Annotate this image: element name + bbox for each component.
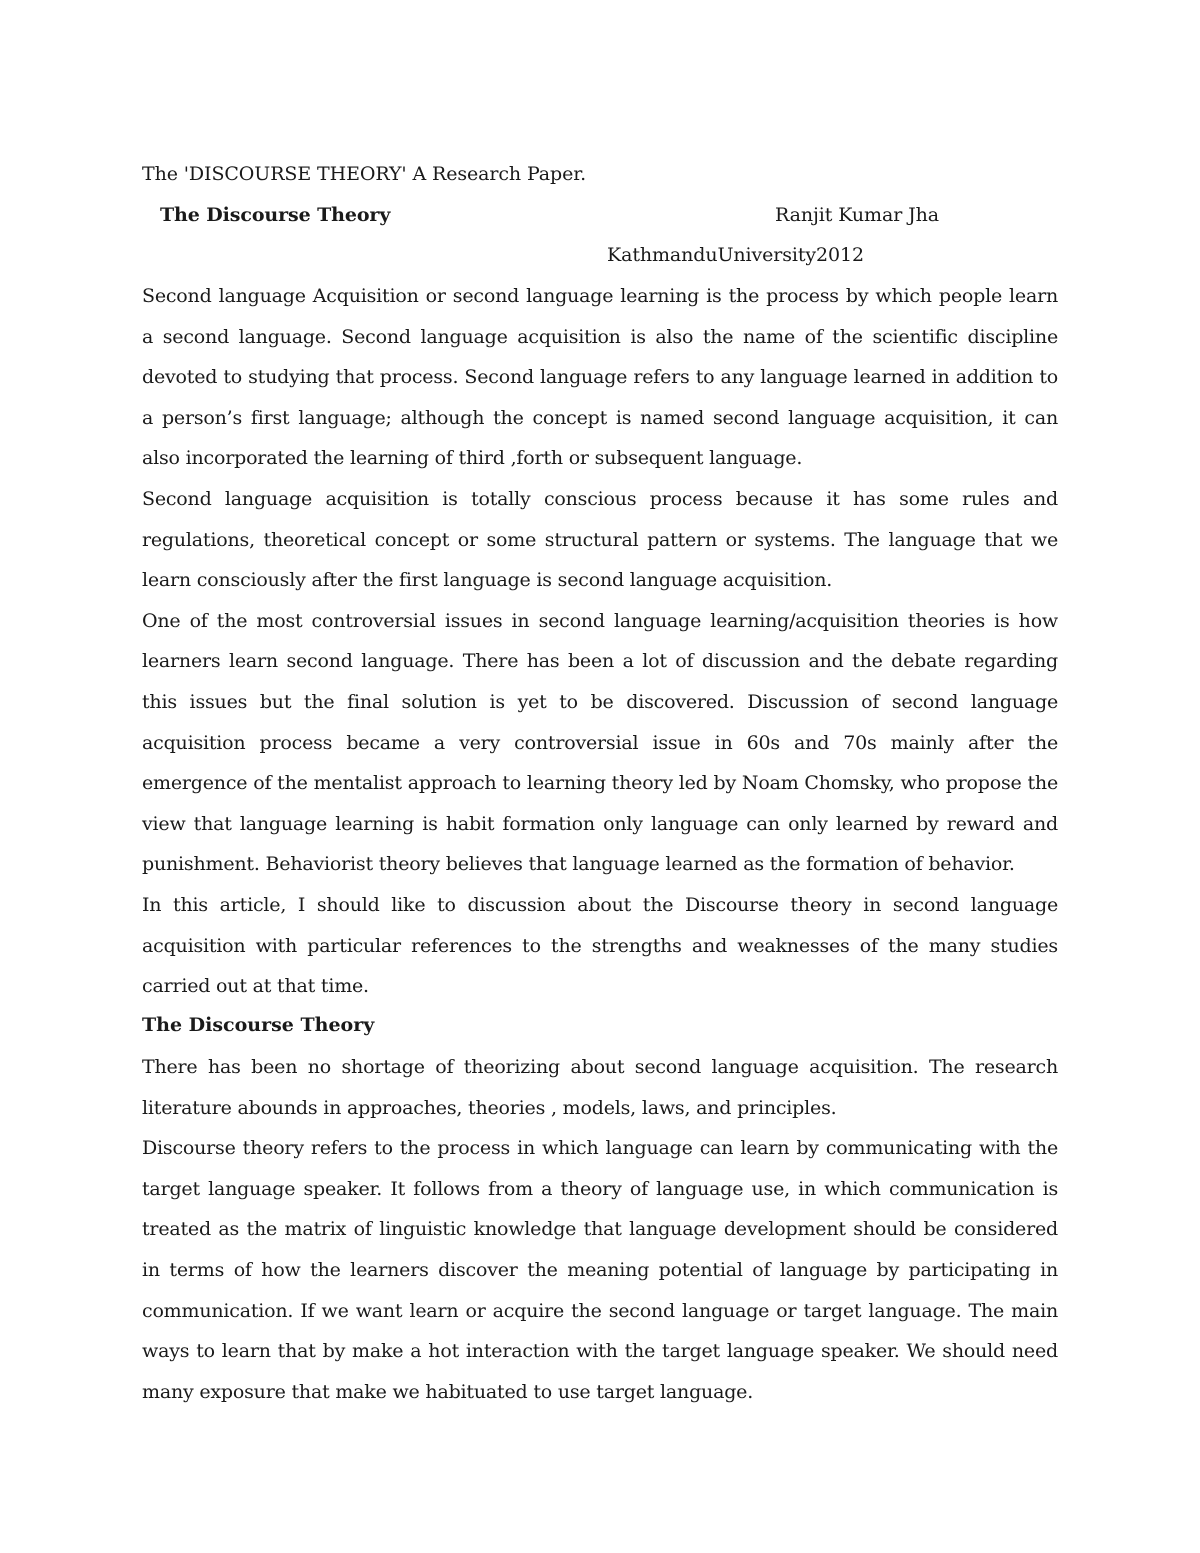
header-heading: The Discourse Theory [160,204,391,226]
author-affiliation: KathmanduUniversity2012 [607,244,865,266]
section-heading: The Discourse Theory [142,1014,375,1036]
intro-paragraph: Second language acquisition is totally conscious process because it has some rules and regulations, theoretical concept or some structural pattern or systems. The language that we learn consciously after the first language is second language acquisition. [142,487,1058,592]
intro-paragraph: In this article, I should like to discussion about the Discourse theory in second language acquisition with particular references to the strengths and weaknesses of the many studies carried out at that time. [142,893,1058,998]
section-paragraph: There has been no shortage of theorizing about second language acquisition. The research literature abounds in approaches, theories , models, laws, and principles. [142,1056,1058,1119]
intro-paragraph: Second language Acquisition or second language learning is the process by which people learn a second language. Second language acquisition is also the name of the scientific discipline devoted to studying that process. Second language refers to any language learned in addition to a person’s first language; although the concept is named second language acquisition, it can also incorporated the learning of third ,forth or subsequent language. [142,285,1058,470]
intro-paragraph: One of the most controversial issues in second language learning/acquisition theories is how learners learn second language. There has been a lot of discussion and the debate regarding this issues but the final solution is yet to be discovered. Discussion of second language acquisition process became a very controversial issue in 60s and 70s mainly after the emergence of the mentalist approach to learning theory led by Noam Chomsky, who propose the view that language learning is habit formation only language can only learned by reward and punishment. Behaviorist theory believes that language learned as the formation of behavior. [142,609,1058,876]
document-title-line: The 'DISCOURSE THEORY' A Research Paper. [142,163,587,185]
author-name: Ranjit Kumar Jha [775,204,940,226]
section-paragraph: Discourse theory refers to the process in which language can learn by communicating with the target language speaker. It follows from a theory of language use, in which communication is treated as the matrix of linguistic knowledge that language development should be considered in terms of how the learners discover the meaning potential of language by participating in communication. If we want learn or acquire the second language or target language. The main ways to learn that by make a hot interaction with the target language speaker. We should need many exposure that make we habituated to use target language. [142,1137,1058,1403]
section-body [142,1047,1058,1412]
intro-body [142,276,1058,1007]
